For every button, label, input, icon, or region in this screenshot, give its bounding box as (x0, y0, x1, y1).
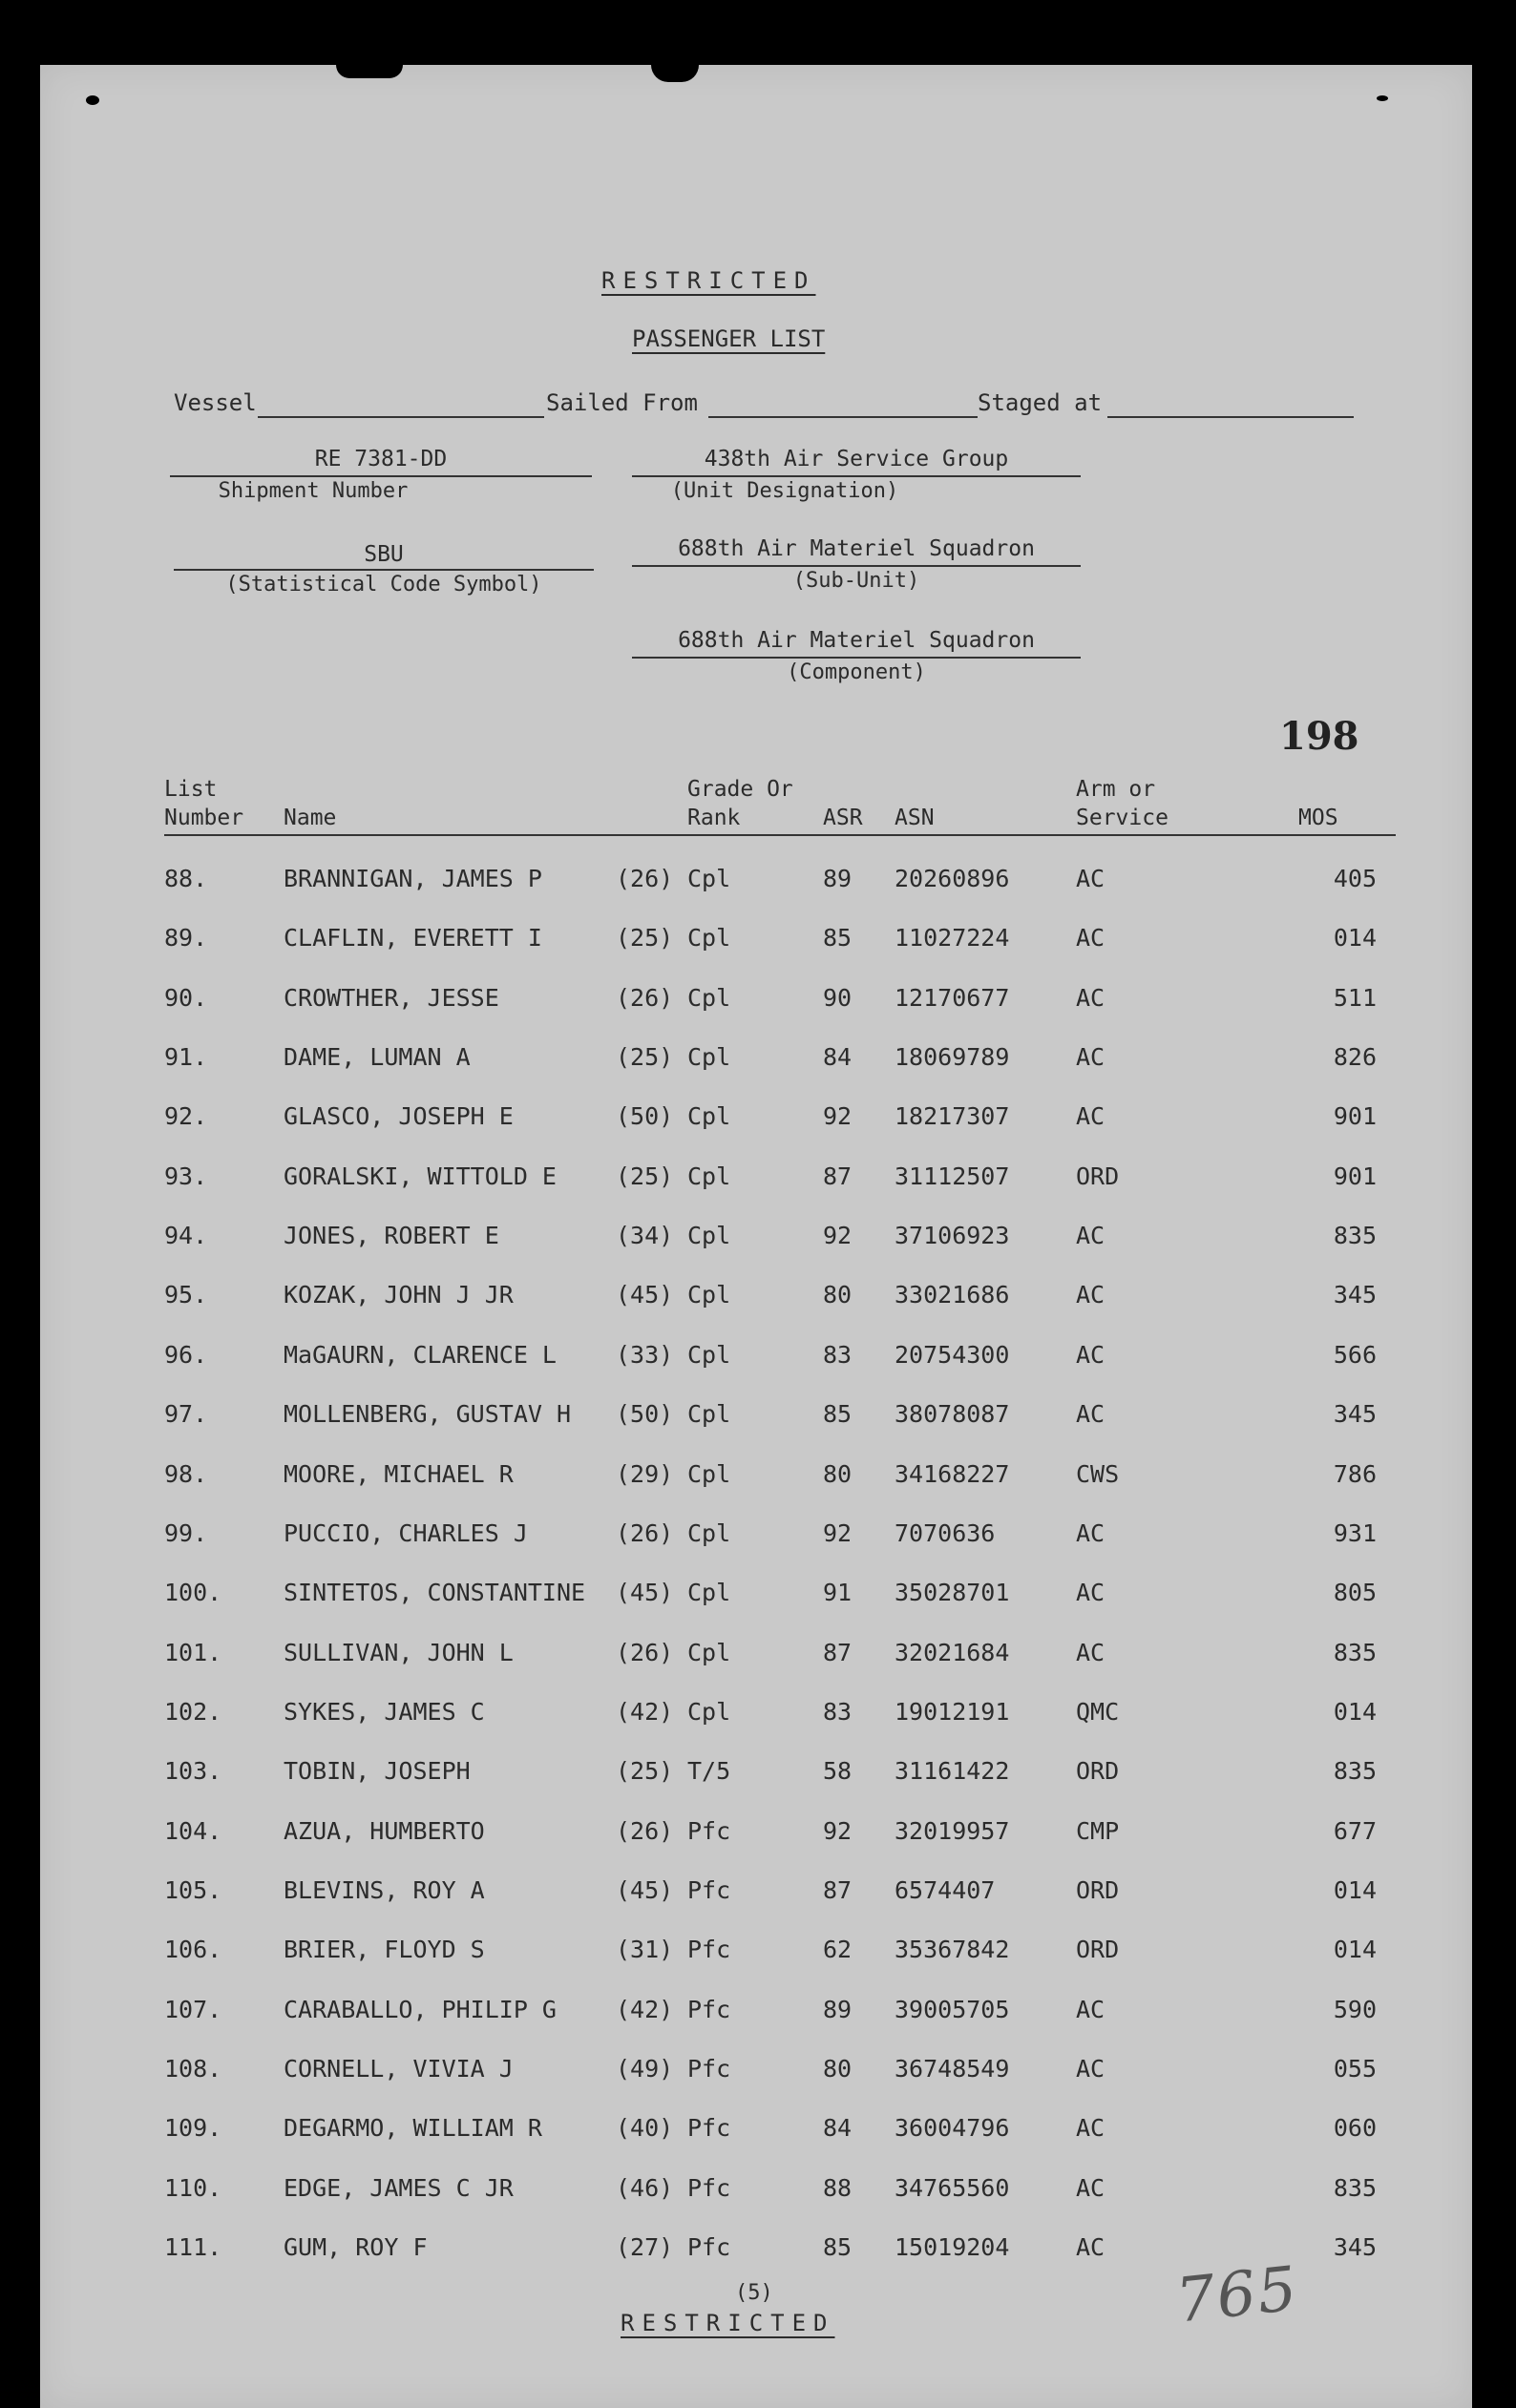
passenger-name: CARABALLO, PHILIP G (284, 1995, 557, 2023)
torn-edge (651, 65, 699, 82)
age-code: (45) (616, 1579, 674, 1607)
asr-score: 85 (823, 2233, 853, 2262)
arm-service: AC (1076, 1400, 1105, 1429)
passenger-name: MOLLENBERG, GUSTAV H (284, 1400, 572, 1429)
mos-code: 345 (1333, 1400, 1377, 1429)
list-number: 90. (164, 983, 208, 1012)
grade: Cpl (687, 1459, 731, 1488)
serial-number: 15019204 (895, 2233, 1010, 2262)
serial-number: 18069789 (895, 1043, 1010, 1072)
passenger-name: DEGARMO, WILLIAM R (284, 2114, 542, 2143)
grade: Cpl (687, 1102, 731, 1131)
list-number: 103. (164, 1757, 222, 1786)
serial-number: 34168227 (895, 1459, 1010, 1488)
grade: Pfc (687, 1816, 731, 1845)
passenger-name: KOZAK, JOHN J JR (284, 1281, 514, 1309)
age-code: (33) (616, 1340, 674, 1369)
arm-service: AC (1076, 2173, 1105, 2202)
arm-service: AC (1076, 1579, 1105, 1607)
age-code: (34) (616, 1222, 674, 1250)
table-row (40, 1102, 1472, 1141)
list-number: 97. (164, 1400, 208, 1429)
unit-designation: 438th Air Service Group (704, 447, 1009, 471)
punch-hole (1377, 95, 1388, 101)
statistical-symbol: SBU (364, 542, 404, 567)
col-arm-top: Arm or (1076, 777, 1156, 802)
list-number: 99. (164, 1518, 208, 1547)
passenger-name: AZUA, HUMBERTO (284, 1816, 485, 1845)
arm-service: AC (1076, 1281, 1105, 1309)
serial-number: 35367842 (895, 1936, 1010, 1964)
arm-service: AC (1076, 983, 1105, 1012)
grade: Cpl (687, 1043, 731, 1072)
table-row (40, 924, 1472, 962)
arm-service: AC (1076, 1995, 1105, 2023)
table-row (40, 1400, 1472, 1438)
serial-number: 6574407 (895, 1875, 996, 1904)
mos-code: 014 (1333, 1936, 1377, 1964)
serial-number: 32019957 (895, 1816, 1010, 1845)
arm-service: CWS (1076, 1459, 1120, 1488)
serial-number: 31161422 (895, 1757, 1010, 1786)
list-number: 88. (164, 865, 208, 892)
serial-number: 31112507 (895, 1162, 1010, 1190)
grade: Cpl (687, 1579, 731, 1607)
list-number: 109. (164, 2114, 222, 2143)
list-number: 105. (164, 1875, 222, 1904)
age-code: (26) (616, 983, 674, 1012)
sailed-from-line (708, 416, 978, 418)
header-rule (164, 834, 1396, 836)
asr-score: 90 (823, 983, 853, 1012)
mos-code: 014 (1333, 924, 1377, 953)
age-code: (42) (616, 1995, 674, 2023)
grade: Pfc (687, 1875, 731, 1904)
punch-hole (86, 95, 99, 105)
arm-service: AC (1076, 1638, 1105, 1666)
asr-score: 85 (823, 1400, 853, 1429)
passenger-name: CROWTHER, JESSE (284, 983, 499, 1012)
shipment-number: RE 7381-DD (314, 447, 448, 471)
age-code: (49) (616, 2055, 674, 2083)
age-code: (42) (616, 1697, 674, 1726)
col-asr: ASR (823, 806, 863, 830)
asr-score: 84 (823, 2114, 853, 2143)
table-row (40, 1043, 1472, 1081)
serial-number: 12170677 (895, 983, 1010, 1012)
grade: Cpl (687, 865, 731, 892)
sub-unit-caption: (Sub-Unit) (792, 569, 920, 593)
serial-number: 38078087 (895, 1400, 1010, 1429)
serial-number: 39005705 (895, 1995, 1010, 2023)
mos-code: 345 (1333, 1281, 1377, 1309)
table-row (40, 1281, 1472, 1319)
asr-score: 62 (823, 1936, 853, 1964)
shipment-line (170, 475, 592, 477)
mos-code: 590 (1333, 1995, 1377, 2023)
table-row (40, 1222, 1472, 1260)
arm-service: ORD (1076, 1936, 1120, 1964)
vessel-label: Vessel (174, 389, 257, 416)
asr-score: 80 (823, 1281, 853, 1309)
mos-code: 835 (1333, 1222, 1377, 1250)
document-sheet (40, 65, 1472, 2408)
col-number: Number (164, 806, 244, 830)
asr-score: 92 (823, 1816, 853, 1845)
list-number: 100. (164, 1579, 222, 1607)
table-row (40, 1341, 1472, 1379)
passenger-name: CORNELL, VIVIA J (284, 2055, 514, 2083)
serial-number: 36004796 (895, 2114, 1010, 2143)
arm-service: CMP (1076, 1816, 1120, 1845)
serial-number: 32021684 (895, 1638, 1010, 1666)
table-row (40, 1639, 1472, 1677)
passenger-name: EDGE, JAMES C JR (284, 2173, 514, 2202)
asr-score: 80 (823, 1459, 853, 1488)
asr-score: 87 (823, 1638, 853, 1666)
col-arm: Service (1076, 806, 1169, 830)
passenger-name: TOBIN, JOSEPH (284, 1757, 471, 1786)
list-number: 106. (164, 1936, 222, 1964)
list-number: 108. (164, 2055, 222, 2083)
age-code: (25) (616, 924, 674, 953)
table-row (40, 865, 1472, 903)
col-mos: MOS (1298, 806, 1338, 830)
component: 688th Air Materiel Squadron (678, 628, 1035, 653)
arm-service: ORD (1076, 1757, 1120, 1786)
asr-score: 80 (823, 2055, 853, 2083)
passenger-name: CLAFLIN, EVERETT I (284, 924, 542, 953)
mos-code: 901 (1333, 1102, 1377, 1131)
handwritten-annotation: 765 (1172, 2253, 1302, 2337)
mos-code: 014 (1333, 1697, 1377, 1726)
serial-number: 20754300 (895, 1340, 1010, 1369)
arm-service: ORD (1076, 1162, 1120, 1190)
stat-line (174, 569, 594, 571)
arm-service: AC (1076, 1222, 1105, 1250)
asr-score: 91 (823, 1579, 853, 1607)
passenger-name: PUCCIO, CHARLES J (284, 1518, 528, 1547)
arm-service: AC (1076, 924, 1105, 953)
age-code: (26) (616, 1638, 674, 1666)
stat-caption: (Statistical Code Symbol) (225, 573, 542, 597)
arm-service: AC (1076, 2055, 1105, 2083)
list-number: 89. (164, 924, 208, 953)
list-number: 98. (164, 1459, 208, 1488)
list-number: 107. (164, 1995, 222, 2023)
list-number: 95. (164, 1281, 208, 1309)
mos-code: 345 (1333, 2233, 1377, 2262)
grade: Cpl (687, 1638, 731, 1666)
table-row (40, 1996, 1472, 2034)
list-number: 94. (164, 1222, 208, 1250)
staged-at-line (1107, 416, 1354, 418)
mos-code: 835 (1333, 2173, 1377, 2202)
grade: T/5 (687, 1757, 731, 1786)
passenger-name: GORALSKI, WITTOLD E (284, 1162, 557, 1190)
grade: Cpl (687, 1162, 731, 1190)
table-row (40, 2114, 1472, 2152)
torn-edge (336, 65, 403, 78)
list-number: 92. (164, 1102, 208, 1131)
grade: Cpl (687, 924, 731, 953)
arm-service: AC (1076, 1102, 1105, 1131)
component-line (632, 657, 1081, 659)
mos-code: 055 (1333, 2055, 1377, 2083)
passenger-name: MOORE, MICHAEL R (284, 1459, 514, 1488)
age-code: (50) (616, 1102, 674, 1131)
mos-code: 805 (1333, 1579, 1377, 1607)
arm-service: AC (1076, 865, 1105, 892)
passenger-name: BRANNIGAN, JAMES P (284, 865, 542, 892)
serial-number: 33021686 (895, 1281, 1010, 1309)
mos-code: 511 (1333, 983, 1377, 1012)
page-title: PASSENGER LIST (632, 325, 826, 352)
age-code: (27) (616, 2233, 674, 2262)
asr-score: 88 (823, 2173, 853, 2202)
list-number: 93. (164, 1162, 208, 1190)
mos-code: 835 (1333, 1757, 1377, 1786)
age-code: (25) (616, 1757, 674, 1786)
asr-score: 87 (823, 1875, 853, 1904)
passenger-name: SYKES, JAMES C (284, 1697, 485, 1726)
serial-number: 37106923 (895, 1222, 1010, 1250)
table-row (40, 1519, 1472, 1558)
serial-number: 19012191 (895, 1697, 1010, 1726)
mos-code: 786 (1333, 1459, 1377, 1488)
shipment-caption: Shipment Number (218, 479, 409, 503)
arm-service: AC (1076, 2114, 1105, 2143)
serial-number: 7070636 (895, 1518, 996, 1547)
list-number: 102. (164, 1697, 222, 1726)
table-row (40, 1936, 1472, 1974)
table-row (40, 984, 1472, 1022)
passenger-name: GLASCO, JOSEPH E (284, 1102, 514, 1131)
age-code: (50) (616, 1400, 674, 1429)
mos-code: 566 (1333, 1340, 1377, 1369)
list-number: 111. (164, 2233, 222, 2262)
sub-unit-line (632, 565, 1081, 567)
arm-service: AC (1076, 1043, 1105, 1072)
classification-footer: RESTRICTED (621, 2310, 835, 2336)
serial-number: 35028701 (895, 1579, 1010, 1607)
grade: Cpl (687, 1222, 731, 1250)
asr-score: 58 (823, 1757, 853, 1786)
table-row (40, 2174, 1472, 2212)
asr-score: 83 (823, 1697, 853, 1726)
page-number: (5) (735, 2281, 773, 2305)
serial-number: 34765560 (895, 2173, 1010, 2202)
asr-score: 92 (823, 1222, 853, 1250)
asr-score: 89 (823, 1995, 853, 2023)
age-code: (26) (616, 1816, 674, 1845)
mos-code: 901 (1333, 1162, 1377, 1190)
grade: Cpl (687, 1400, 731, 1429)
grade: Cpl (687, 1518, 731, 1547)
age-code: (45) (616, 1875, 674, 1904)
arm-service: ORD (1076, 1875, 1120, 1904)
age-code: (26) (616, 1518, 674, 1547)
age-code: (45) (616, 1281, 674, 1309)
grade: Cpl (687, 1281, 731, 1309)
list-number: 104. (164, 1816, 222, 1845)
grade: Cpl (687, 1697, 731, 1726)
mos-code: 405 (1333, 865, 1377, 892)
col-asn: ASN (895, 806, 935, 830)
sub-unit: 688th Air Materiel Squadron (678, 536, 1035, 561)
passenger-name: SULLIVAN, JOHN L (284, 1638, 514, 1666)
classification-header: RESTRICTED (601, 267, 816, 294)
table-row (40, 2055, 1472, 2093)
col-list: List (164, 777, 218, 802)
mos-code: 826 (1333, 1043, 1377, 1072)
serial-number: 20260896 (895, 865, 1010, 892)
col-name: Name (284, 806, 337, 830)
asr-score: 83 (823, 1340, 853, 1369)
arm-service: AC (1076, 1518, 1105, 1547)
arm-service: AC (1076, 2233, 1105, 2262)
grade: Pfc (687, 2055, 731, 2083)
mos-code: 931 (1333, 1518, 1377, 1547)
staged-at-label: Staged at (978, 389, 1103, 416)
passenger-name: DAME, LUMAN A (284, 1043, 471, 1072)
passenger-name: JONES, ROBERT E (284, 1222, 499, 1250)
asr-score: 84 (823, 1043, 853, 1072)
grade: Pfc (687, 1936, 731, 1964)
list-number: 110. (164, 2173, 222, 2202)
serial-number: 18217307 (895, 1102, 1010, 1131)
sailed-from-label: Sailed From (546, 389, 698, 416)
grade: Pfc (687, 2114, 731, 2143)
list-number: 91. (164, 1043, 208, 1072)
age-code: (25) (616, 1043, 674, 1072)
table-row (40, 1579, 1472, 1617)
mos-code: 014 (1333, 1875, 1377, 1904)
table-row (40, 1817, 1472, 1855)
age-code: (46) (616, 2173, 674, 2202)
mos-code: 060 (1333, 2114, 1377, 2143)
vessel-line (258, 416, 544, 418)
table-row (40, 1698, 1472, 1736)
table-row (40, 1162, 1472, 1201)
list-number: 96. (164, 1340, 208, 1369)
passenger-name: BLEVINS, ROY A (284, 1875, 485, 1904)
asr-score: 92 (823, 1518, 853, 1547)
col-grade-top: Grade Or (687, 777, 793, 802)
asr-score: 89 (823, 865, 853, 892)
table-row (40, 1876, 1472, 1915)
passenger-name: GUM, ROY F (284, 2233, 428, 2262)
asr-score: 92 (823, 1102, 853, 1131)
page-stamp: 198 (1279, 714, 1359, 759)
passenger-name: BRIER, FLOYD S (284, 1936, 485, 1964)
arm-service: QMC (1076, 1697, 1120, 1726)
table-row (40, 1757, 1472, 1795)
table-row (40, 1460, 1472, 1498)
serial-number: 11027224 (895, 924, 1010, 953)
mos-code: 677 (1333, 1816, 1377, 1845)
grade: Pfc (687, 1995, 731, 2023)
passenger-name: MaGAURN, CLARENCE L (284, 1340, 557, 1369)
grade: Pfc (687, 2173, 731, 2202)
component-caption: (Component) (787, 660, 926, 684)
age-code: (25) (616, 1162, 674, 1190)
asr-score: 87 (823, 1162, 853, 1190)
asr-score: 85 (823, 924, 853, 953)
unit-line (632, 475, 1081, 477)
grade: Cpl (687, 1340, 731, 1369)
age-code: (26) (616, 865, 674, 892)
unit-caption: (Unit Designation) (670, 479, 899, 503)
arm-service: AC (1076, 1340, 1105, 1369)
list-number: 101. (164, 1638, 222, 1666)
mos-code: 835 (1333, 1638, 1377, 1666)
age-code: (40) (616, 2114, 674, 2143)
grade: Cpl (687, 983, 731, 1012)
col-grade: Rank (687, 806, 741, 830)
grade: Pfc (687, 2233, 731, 2262)
serial-number: 36748549 (895, 2055, 1010, 2083)
age-code: (29) (616, 1459, 674, 1488)
age-code: (31) (616, 1936, 674, 1964)
passenger-name: SINTETOS, CONSTANTINE (284, 1579, 586, 1607)
